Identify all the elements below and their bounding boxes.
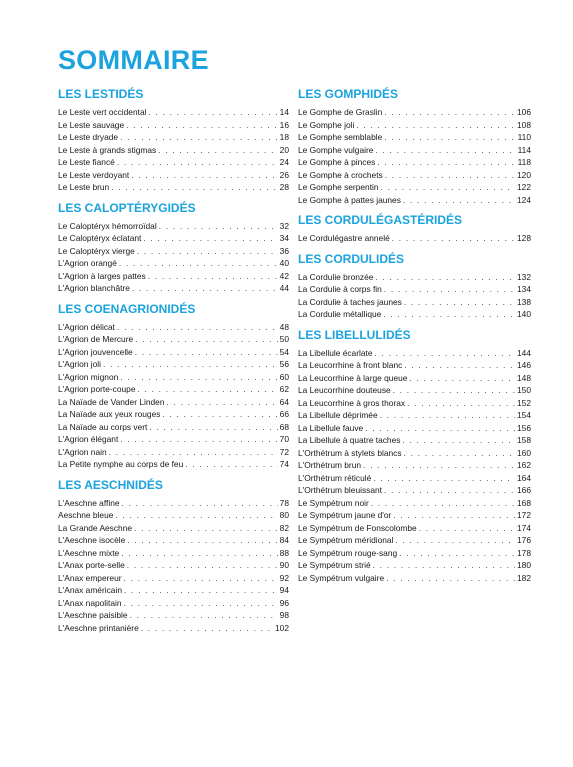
dot-leader	[392, 232, 515, 245]
entry-name: L'Agrion délicat	[58, 321, 116, 332]
toc-entry[interactable]	[58, 421, 289, 434]
toc-left-column	[58, 87, 289, 634]
toc-entry[interactable]	[298, 472, 531, 485]
entry-name: L'Agrion à larges pattes	[58, 270, 146, 281]
dot-leader	[404, 447, 515, 460]
toc-entry[interactable]	[298, 459, 531, 472]
section-title: LES COENAGRIONIDÉS	[58, 301, 196, 316]
page-number: 96	[279, 597, 289, 608]
dot-leader	[135, 333, 278, 346]
toc-section	[58, 87, 289, 194]
dot-leader	[138, 383, 278, 396]
page-number: 106	[517, 107, 531, 117]
page-number: 84	[279, 535, 289, 545]
dot-leader	[120, 433, 277, 446]
section-title: LES CALOPTÉRYGIDÉS	[58, 200, 196, 215]
dot-leader	[404, 296, 515, 309]
dot-leader	[124, 584, 278, 597]
toc-entry[interactable]	[298, 409, 531, 422]
toc-entry[interactable]	[58, 321, 289, 334]
entry-name: La Leucorrhine à large queue	[298, 372, 408, 383]
toc-entry[interactable]	[298, 119, 531, 132]
toc-entry[interactable]	[298, 194, 531, 207]
page-number: 124	[517, 194, 531, 205]
page-number: 28	[279, 182, 289, 192]
toc-entry[interactable]	[298, 359, 531, 372]
dot-leader	[185, 458, 277, 471]
page-number: 178	[517, 547, 531, 558]
toc-entry[interactable]	[58, 396, 289, 409]
page-number: 42	[279, 270, 289, 281]
dot-leader	[137, 245, 278, 258]
dot-leader	[120, 131, 278, 144]
dot-leader	[130, 609, 278, 622]
page-number: 150	[517, 385, 531, 395]
section-title: LES LESTIDÉS	[58, 87, 144, 101]
page-number: 108	[517, 119, 531, 130]
entry-name: L'Aeschne paisible	[58, 610, 128, 620]
toc-entry[interactable]	[58, 232, 289, 245]
dot-leader	[127, 534, 277, 547]
dot-leader	[148, 270, 278, 283]
page-number: 72	[279, 446, 289, 457]
entry-name: La Libellule écarlate	[298, 347, 373, 358]
dot-leader	[363, 459, 515, 472]
toc-section	[298, 328, 531, 585]
dot-leader	[124, 572, 278, 585]
toc-entry[interactable]	[58, 220, 289, 233]
toc-entry[interactable]	[58, 446, 289, 459]
entry-name: La Cordulie métallique	[298, 309, 382, 319]
toc-entry[interactable]	[58, 119, 289, 132]
entry-name: Le Gomphe vulgaire	[298, 144, 374, 155]
toc-section	[298, 213, 531, 245]
toc-entry[interactable]	[298, 372, 531, 385]
entry-name: Le Leste fiancé	[58, 157, 115, 167]
entry-name: La Naïade aux yeux rouges	[58, 409, 161, 419]
dot-leader	[383, 308, 515, 321]
entry-name: L'Agrion porte-coupe	[58, 384, 136, 394]
entry-name: L'Aeschne mixte	[58, 547, 120, 558]
dot-leader	[122, 497, 278, 510]
toc-entry[interactable]	[58, 534, 289, 547]
toc-entry[interactable]	[298, 547, 531, 560]
page-number: 40	[279, 258, 289, 268]
page-number: 90	[279, 560, 289, 570]
page-number: 92	[279, 572, 289, 583]
entry-name: L'Orthétrum réticulé	[298, 472, 372, 483]
dot-leader	[111, 181, 277, 194]
page-number: 16	[279, 119, 289, 130]
page-number: 94	[279, 585, 289, 595]
entry-name: La Leucorrhine à gros thorax	[298, 397, 406, 408]
entry-name: L'Agrion joli	[58, 359, 102, 369]
entry-name: Le Gomphe à crochets	[298, 169, 383, 180]
entry-name: Le Gomphe semblable	[298, 132, 383, 142]
dot-leader	[399, 547, 515, 560]
entry-name: Le Sympétrum méridional	[298, 535, 394, 545]
entry-name: L'Orthétrum à stylets blancs	[298, 447, 402, 458]
toc-section	[58, 201, 289, 295]
toc-entry[interactable]	[298, 522, 531, 535]
toc-entry[interactable]	[298, 283, 531, 296]
entry-name: La Cordulie bronzée	[298, 271, 374, 282]
toc-entry[interactable]	[298, 106, 531, 119]
page-number: 88	[279, 547, 289, 558]
toc-entry[interactable]	[58, 106, 289, 119]
page-number: 140	[517, 309, 531, 319]
page-number: 160	[517, 447, 531, 458]
page-number: 154	[517, 410, 531, 420]
toc-entry[interactable]	[298, 131, 531, 144]
dot-leader	[384, 131, 515, 144]
page-number: 78	[279, 497, 289, 508]
entry-name: La Grande Aeschne	[58, 522, 133, 533]
dot-leader	[371, 497, 515, 510]
dot-leader	[395, 534, 515, 547]
toc-entry[interactable]	[58, 622, 289, 635]
page-number: 24	[279, 157, 289, 167]
toc-entry[interactable]	[58, 559, 289, 572]
toc-section	[298, 252, 531, 321]
dot-leader	[385, 169, 515, 182]
toc-entry[interactable]	[298, 296, 531, 309]
dot-leader	[121, 547, 277, 560]
page-number: 176	[517, 535, 531, 545]
entry-name: Le Leste dryade	[58, 132, 119, 142]
toc-entry[interactable]	[298, 484, 531, 497]
page-number: 134	[517, 284, 531, 294]
page-number: 110	[517, 132, 531, 142]
entry-name: Le Caloptéryx hémorroïdal	[58, 220, 157, 231]
dot-leader	[393, 509, 515, 522]
dot-leader	[119, 257, 278, 270]
page-number: 146	[517, 360, 531, 370]
entry-name: L'Agrion blanchâtre	[58, 283, 130, 293]
toc-entry[interactable]	[298, 384, 531, 397]
entry-name: Le Sympétrum strié	[298, 560, 371, 570]
entry-name: L'Orthétrum bleuissant	[298, 485, 382, 495]
toc-section	[58, 478, 289, 635]
dot-leader	[141, 622, 273, 635]
dot-leader	[120, 371, 277, 384]
entry-name: L'Aeschne isocèle	[58, 535, 126, 545]
toc-entry[interactable]	[58, 144, 289, 157]
page-number: 118	[517, 157, 531, 167]
entry-name: L'Anax empereur	[58, 572, 122, 583]
entry-name: Le Gomphe à pinces	[298, 157, 376, 167]
page-number: 20	[279, 144, 289, 155]
page-number: 62	[279, 384, 289, 394]
page-number: 138	[517, 296, 531, 307]
dot-leader	[134, 522, 278, 535]
dot-leader	[384, 484, 515, 497]
dot-leader	[135, 346, 278, 359]
toc-entry[interactable]	[58, 333, 289, 346]
dot-leader	[407, 397, 515, 410]
page-number: 66	[279, 409, 289, 419]
page-number: 120	[517, 169, 531, 180]
dot-leader	[124, 597, 278, 610]
dot-leader	[132, 282, 278, 295]
page-number: 74	[279, 459, 289, 469]
entry-name: La Leucorrhine douteuse	[298, 385, 391, 395]
dot-leader	[373, 472, 515, 485]
page-number: 132	[517, 271, 531, 282]
toc-entry[interactable]	[298, 572, 531, 585]
entry-name: L'Anax porte-selle	[58, 560, 125, 570]
page-title: SOMMAIRE	[58, 45, 209, 75]
toc-entry[interactable]	[58, 156, 289, 169]
page-number: 56	[279, 359, 289, 369]
page-number: 180	[517, 560, 531, 570]
toc-entry[interactable]	[58, 371, 289, 384]
entry-name: La Naïade au corps vert	[58, 421, 148, 432]
dot-leader	[115, 509, 277, 522]
toc-right-column	[298, 87, 531, 584]
entry-name: Le Leste sauvage	[58, 119, 125, 130]
dot-leader	[356, 119, 515, 132]
dot-leader	[404, 359, 515, 372]
toc-entry[interactable]	[58, 346, 289, 359]
dot-leader	[403, 194, 515, 207]
entry-name: L'Aeschne printanière	[58, 622, 139, 633]
toc-entry[interactable]	[298, 156, 531, 169]
toc-entry[interactable]	[58, 572, 289, 585]
toc-entry[interactable]	[298, 447, 531, 460]
page-number: 70	[279, 434, 289, 444]
toc-section	[298, 87, 531, 206]
entry-name: L'Aeschne affine	[58, 497, 120, 508]
dot-leader	[384, 283, 515, 296]
toc-entry[interactable]	[58, 547, 289, 560]
dot-leader	[377, 156, 515, 169]
page-number: 152	[517, 397, 531, 408]
entry-name: Le Sympétrum jaune d'or	[298, 510, 392, 520]
dot-leader	[375, 144, 515, 157]
toc-entry[interactable]	[298, 271, 531, 284]
page-number: 34	[279, 233, 289, 243]
entry-name: Le Cordulégastre annelé	[298, 233, 390, 243]
dot-leader	[158, 144, 277, 157]
dot-leader	[375, 347, 516, 360]
toc-entry[interactable]	[58, 497, 289, 510]
toc-entry[interactable]	[298, 347, 531, 360]
toc-entry[interactable]	[298, 497, 531, 510]
entry-name: Le Sympétrum noir	[298, 497, 369, 508]
entry-name: Le Leste à grands stigmas	[58, 144, 157, 155]
page-number: 36	[279, 245, 289, 256]
page-number: 54	[279, 346, 289, 357]
dot-leader	[162, 408, 277, 421]
page-number: 162	[517, 460, 531, 470]
dot-leader	[103, 358, 278, 371]
dot-leader	[393, 384, 515, 397]
section-title: LES GOMPHIDÉS	[298, 87, 399, 101]
section-title: LES CORDULIDÉS	[298, 251, 405, 266]
dot-leader	[126, 119, 278, 132]
entry-name: Le Gomphe de Graslin	[298, 107, 383, 117]
entry-name: L'Agrion de Mercure	[58, 334, 134, 344]
entry-name: La Libellule fauve	[298, 422, 364, 433]
page-number: 50	[279, 334, 289, 344]
dot-leader	[380, 409, 515, 422]
toc-entry[interactable]	[298, 534, 531, 547]
dot-leader	[381, 181, 515, 194]
page-number: 172	[517, 510, 531, 520]
dot-leader	[127, 559, 278, 572]
entry-name: La Libellule à quatre taches	[298, 435, 401, 445]
dot-leader	[159, 220, 278, 233]
entry-name: Le Gomphe joli	[298, 119, 355, 130]
toc-entry[interactable]	[58, 358, 289, 371]
dot-leader	[149, 421, 277, 434]
page-number: 174	[517, 522, 531, 533]
page-number: 166	[517, 485, 531, 495]
toc-entry[interactable]	[58, 433, 289, 446]
page-number: 164	[517, 472, 531, 483]
page-number: 44	[279, 283, 289, 293]
dot-leader	[131, 169, 277, 182]
toc-entry[interactable]	[298, 181, 531, 194]
dot-leader	[373, 559, 515, 572]
toc-entry[interactable]	[58, 609, 289, 622]
page-number: 122	[517, 182, 531, 192]
dot-leader	[409, 372, 515, 385]
entry-name: La Petite nymphe au corps de feu	[58, 459, 184, 469]
toc-entry[interactable]	[58, 131, 289, 144]
page-number: 98	[279, 610, 289, 620]
entry-name: Le Sympétrum rouge-sang	[298, 547, 398, 558]
entry-name: La Cordulie à taches jaunes	[298, 296, 402, 307]
page-number: 148	[517, 372, 531, 383]
entry-name: Le Leste verdoyant	[58, 169, 130, 180]
toc-entry[interactable]	[58, 257, 289, 270]
entry-name: La Libellule déprimée	[298, 410, 378, 420]
page-number: 14	[279, 107, 289, 117]
toc-entry[interactable]	[58, 597, 289, 610]
entry-name: Le Leste brun	[58, 182, 110, 192]
page-number: 18	[279, 132, 289, 142]
dot-leader	[109, 446, 278, 459]
dot-leader	[402, 434, 515, 447]
page-number: 128	[517, 233, 531, 243]
section-title: LES CORDULÉGASTÉRIDÉS	[298, 213, 463, 227]
entry-name: L'Agrion mignon	[58, 371, 119, 382]
section-title: LES LIBELLULIDÉS	[298, 327, 411, 342]
page-number: 182	[517, 572, 531, 583]
page-number: 26	[279, 169, 289, 180]
toc-entry[interactable]	[298, 397, 531, 410]
toc-entry[interactable]	[298, 434, 531, 447]
dot-leader	[419, 522, 515, 535]
entry-name: Le Gomphe serpentin	[298, 182, 379, 192]
dot-leader	[148, 106, 277, 119]
toc-entry[interactable]	[58, 522, 289, 535]
dot-leader	[365, 422, 515, 435]
toc-entry[interactable]	[298, 509, 531, 522]
toc-entry[interactable]	[58, 282, 289, 295]
toc-entry[interactable]	[298, 308, 531, 321]
page-number: 158	[517, 435, 531, 445]
page-number: 68	[279, 421, 289, 432]
page-number: 32	[279, 220, 289, 231]
toc-entry[interactable]	[298, 169, 531, 182]
entry-name: L'Agrion jouvencelle	[58, 346, 133, 357]
toc-section	[58, 302, 289, 471]
entry-name: Aeschne bleue	[58, 510, 114, 520]
entry-name: Le Sympétrum de Fonscolombe	[298, 522, 417, 533]
toc-entry[interactable]	[58, 584, 289, 597]
toc-entry[interactable]	[58, 408, 289, 421]
entry-name: Le Caloptéryx éclatant	[58, 233, 142, 243]
toc-entry[interactable]	[58, 181, 289, 194]
page-number: 144	[517, 347, 531, 358]
dot-leader	[143, 232, 277, 245]
dot-leader	[375, 271, 515, 284]
toc-entry[interactable]	[298, 144, 531, 157]
dot-leader	[117, 321, 278, 334]
entry-name: La Naïade de Vander Linden	[58, 396, 165, 407]
page-number: 82	[279, 522, 289, 533]
page-number: 48	[279, 321, 289, 332]
toc-entry[interactable]	[298, 232, 531, 245]
toc-entry[interactable]	[58, 270, 289, 283]
dot-leader	[384, 106, 515, 119]
toc-entry[interactable]	[298, 559, 531, 572]
toc-entry[interactable]	[58, 458, 289, 471]
entry-name: Le Gomphe à pattes jaunes	[298, 194, 401, 205]
entry-name: Le Caloptéryx vierge	[58, 245, 135, 256]
toc-entry[interactable]	[58, 383, 289, 396]
page-number: 80	[279, 510, 289, 520]
entry-name: L'Agrion nain	[58, 446, 107, 457]
page-number: 102	[275, 622, 289, 633]
toc-entry[interactable]	[298, 422, 531, 435]
page-number: 156	[517, 422, 531, 433]
page-number: 60	[279, 371, 289, 382]
entry-name: Le Leste vert occidental	[58, 107, 147, 117]
page-number: 64	[279, 396, 289, 407]
dot-leader	[117, 156, 278, 169]
entry-name: L'Anax américain	[58, 585, 122, 595]
entry-name: Le Sympétrum vulgaire	[298, 572, 385, 583]
entry-name: L'Agrion élégant	[58, 434, 119, 444]
section-title: LES AESCHNIDÉS	[58, 477, 163, 492]
entry-name: La Cordulie à corps fin	[298, 284, 382, 294]
entry-name: L'Agrion orangé	[58, 258, 117, 268]
page-number: 114	[517, 144, 531, 155]
entry-name: L'Orthétrum brun	[298, 460, 362, 470]
entry-name: La Leucorrhine à front blanc	[298, 360, 403, 370]
dot-leader	[166, 396, 277, 409]
dot-leader	[386, 572, 515, 585]
page-number: 168	[517, 497, 531, 508]
toc-entry[interactable]	[58, 169, 289, 182]
toc-entry[interactable]	[58, 245, 289, 258]
entry-name: L'Anax napolitain	[58, 597, 122, 608]
toc-entry[interactable]	[58, 509, 289, 522]
